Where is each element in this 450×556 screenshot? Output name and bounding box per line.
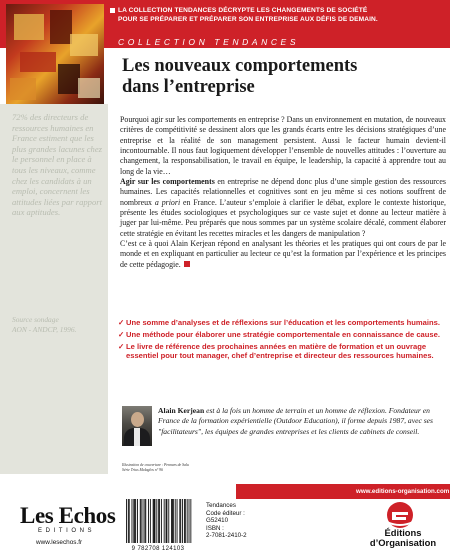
book-info [206,502,247,540]
title-line-1: Les nouveaux comportements [122,56,358,76]
checkmark-icon: ✓ [118,341,125,351]
list-item-text: Le livre de référence des prochaines années en matière de formation et un ouvrage essentiel pour tout manager, chef d’entreprise et directeur des ressources humaines. [126,341,434,361]
les-echos-editions-label: EDITIONS [38,528,96,534]
source-label: Source sondage [12,315,59,324]
banner-line-2: POUR SE PRÉPARER ET PRÉPARER SON ENTREPRISE AUX DÉFIS DE DEMAIN. [118,16,378,23]
barcode-number: 9 782708 124103 [131,546,185,552]
book-info-code-label: Code éditeur : [206,509,245,517]
les-echos-url-link[interactable]: www.lesechos.fr [36,539,83,546]
paragraph-3-text: C’est ce à quoi Alain Kerjean répond en analysant les théories et les pratiques qui ont cours de par le monde et en expliquant en particulier au lecteur ce qu’est la formation par l’expérience et les principes de cette pédagogie. [120,239,446,269]
publisher-name-line-1: Éditions [384,527,422,538]
illustration-credit-line-2: Série Trius Malaglos n° 96 [122,468,163,473]
paragraph-2-italic: a priori [154,197,181,207]
illustration-credit [122,463,272,473]
editions-organisation-name [360,528,446,548]
author-photo [122,406,152,446]
paragraph-2-part-b: en France. L’auteur s’emploie à clarifier le débat, explore le contexte historique, présente les études sociologiques et psychologiques sur ce vaste sujet et donne au lecteur matière à juger par lui-même. Peu préparés que nous sommes par un système scolaire décalé, comment élaborer cette stratégie en évitant les recettes miracles et les dangers de manipulation ? [120,197,447,238]
book-info-code-value: G52410 [206,517,229,525]
editions-organisation-logo-icon [384,500,416,530]
banner-bullet-square [110,8,115,13]
description-body [120,115,446,270]
sidebar-quote: 72% des directeurs de ressources humaines en France estiment que les plus grandes lacunes chez le personnel en place à tous les niveaux, comme chez les candidats à un emploi, concernent les attitudes liées par rapport aux aptitudes. [12,112,102,218]
publisher-name-line-2: d’Organisation [369,537,437,548]
paragraph-2-lead: Agir sur les comportements [120,177,215,187]
end-mark-icon [184,261,190,267]
list-item [118,342,440,362]
book-title [122,56,442,98]
collection-label: COLLECTION TENDANCES [118,37,300,47]
book-info-collection: Tendances [206,502,236,509]
banner-line-1: LA COLLECTION TENDANCES DÉCRYPTE LES CHANGEMENTS DE SOCIÉTÉ [118,7,368,14]
banner-tagline [118,6,446,24]
author-bio-text: est à la fois un homme de terrain et un homme de réflexion. Fondateur en France de la formation expérientielle (Outdoor Education), il forme depuis 1987, avec ses "facilitateurs", les équipes de grandes entreprises et les clients de cabinets de conseil. [158,406,434,436]
paragraph-2-part-a: en entreprise ne dépend donc plus d’une simple gestion des ressources humaines. Les capacités relationnelles et cognitives sont en jeu même si ces notions souffrent de nombreux [120,177,446,207]
list-item-text: Une méthode pour élaborer une stratégie comportementale en connaissance de cause. [126,329,440,339]
source-value: AON - ANDCP, 1996. [12,325,77,334]
publisher-url-link[interactable]: www.editions-organisation.com [356,488,450,495]
checkmark-icon: ✓ [118,318,125,327]
paragraph-1: Pourquoi agir sur les comportements en entreprise ? Dans un environnement en mutation, de nouveaux critères de compétitivité se dessinent alors que les grands écarts entre les décisions stratégiques d’une entreprise et la réalité de son management persistent. Aussi le facteur humain devient-il incontournable. Il nous faut logiquement développer l’ensemble de nouvelles attitudes : l’ouverture au changement, la responsabilisation, le travail en équipe, le leadership, la capacité à apprendre tout au long de la vie… [120,115,446,176]
book-info-isbn-label: ISBN : [206,524,224,532]
author-name: Alain Kerjean [158,406,205,415]
checkmark-icon: ✓ [118,329,125,339]
les-echos-logo: Les Echos [20,503,116,528]
author-bio [158,406,442,437]
sidebar-source [12,315,102,335]
illustration-credit-line-1: Illustration de couverture : Pennars de Salu [122,463,189,467]
selling-points-list [118,318,440,363]
cover-illustration [6,4,104,104]
list-item [118,330,440,340]
paragraph-2 [120,177,446,239]
book-info-isbn-value: 2-7081-2410-2 [206,532,247,540]
title-line-2: dans l’entreprise [122,77,255,97]
list-item [118,318,440,328]
list-item-text: Une somme d’analyses et de réflexions sur l’éducation et les comportements humains. [126,318,440,327]
barcode-bars [122,497,194,545]
paragraph-3 [120,239,446,270]
